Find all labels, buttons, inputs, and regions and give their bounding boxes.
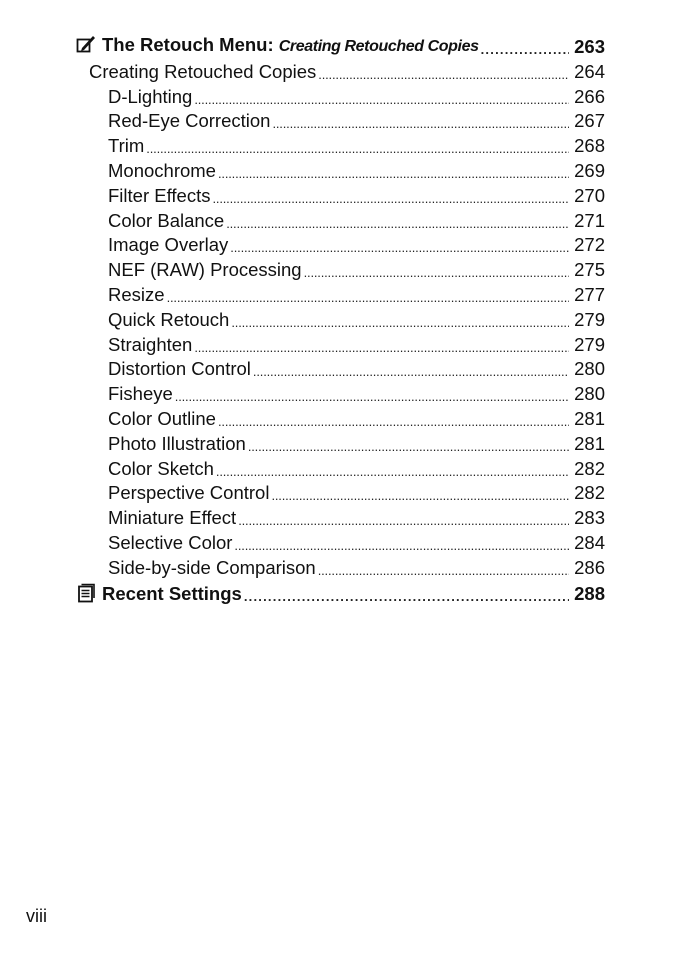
toc-entry[interactable] — [108, 108, 605, 132]
dot-leader — [248, 439, 569, 455]
dot-leader — [234, 538, 569, 554]
toc-title: Perspective Control — [108, 482, 270, 504]
toc-title: Image Overlay — [108, 234, 229, 256]
dot-leader — [272, 116, 569, 132]
toc-subtitle: Creating Retouched Copies — [278, 38, 479, 55]
toc-title: Recent Settings — [102, 583, 242, 604]
toc-page-number: 267 — [574, 110, 605, 132]
toc-title: Trim — [108, 135, 145, 157]
toc-title: NEF (RAW) Processing — [108, 259, 302, 281]
toc-entry[interactable] — [108, 158, 605, 182]
dot-leader — [167, 290, 569, 306]
dot-leader — [238, 513, 569, 529]
dot-leader — [212, 191, 569, 207]
dot-leader — [146, 141, 569, 157]
dot-leader — [216, 464, 569, 480]
toc-page-number: 277 — [574, 284, 605, 305]
dot-leader — [230, 240, 569, 256]
toc-page-number: 286 — [574, 556, 605, 578]
retouch-icon — [76, 34, 96, 54]
toc-title: Monochrome — [108, 160, 216, 181]
toc-section-recent-settings[interactable] — [76, 581, 605, 605]
toc-page-number: 263 — [574, 36, 605, 57]
dot-leader — [226, 216, 569, 232]
toc-title: Resize — [108, 284, 165, 305]
toc-title: Red-Eye Correction — [108, 110, 271, 132]
dot-leader — [481, 42, 569, 58]
toc-title: Fisheye — [108, 383, 173, 405]
toc-page-number: 281 — [574, 432, 605, 454]
toc-page-number: 275 — [574, 259, 605, 281]
toc-entry[interactable] — [108, 555, 605, 579]
toc-title: Creating Retouched Copies — [89, 60, 317, 82]
page-number-footer: viii — [26, 906, 47, 926]
toc-page-number: 271 — [574, 209, 605, 231]
toc-page-number: 270 — [574, 184, 605, 206]
toc-page-number: 272 — [574, 234, 605, 256]
dot-leader — [318, 67, 569, 83]
toc-title: Color Balance — [108, 209, 225, 231]
dot-leader — [194, 92, 569, 108]
toc-title: The Retouch Menu: — [102, 34, 279, 55]
recent-settings-icon — [76, 583, 96, 603]
toc-entry[interactable] — [108, 406, 605, 430]
toc-page-number: 283 — [574, 507, 605, 529]
dot-leader — [218, 166, 569, 182]
toc-entry[interactable] — [108, 257, 605, 281]
toc-section-retouch-menu[interactable] — [76, 34, 605, 58]
toc-title: Straighten — [108, 333, 193, 355]
dot-leader — [231, 315, 569, 331]
toc-entry[interactable] — [108, 431, 605, 455]
toc-title: Color Sketch — [108, 457, 214, 479]
toc-entry[interactable] — [108, 381, 605, 405]
dot-leader — [175, 389, 569, 405]
dot-leader — [271, 488, 569, 504]
toc-entry[interactable] — [108, 505, 605, 529]
toc-page-number: 266 — [574, 85, 605, 107]
toc-entry[interactable] — [108, 282, 605, 306]
toc-page-number: 281 — [574, 408, 605, 429]
toc-page-number: 279 — [574, 333, 605, 355]
toc-page-number: 279 — [574, 308, 605, 330]
toc-page-number: 280 — [574, 358, 605, 380]
toc-title: Distortion Control — [108, 358, 251, 380]
toc-entry[interactable] — [108, 356, 605, 380]
toc-title: Filter Effects — [108, 184, 211, 206]
toc-title: Selective Color — [108, 532, 233, 553]
dot-leader — [218, 414, 569, 430]
toc-page-number: 288 — [574, 583, 605, 604]
toc-entry[interactable] — [108, 84, 605, 108]
toc-entry[interactable] — [108, 183, 605, 207]
toc-title: Photo Illustration — [108, 432, 246, 454]
dot-leader — [194, 340, 569, 356]
toc-entry[interactable] — [108, 208, 605, 232]
toc-page-number: 269 — [574, 160, 605, 181]
dot-leader — [244, 589, 569, 605]
toc-page-number: 264 — [574, 60, 605, 82]
toc-title: Quick Retouch — [108, 308, 230, 330]
toc-entry[interactable] — [108, 480, 605, 504]
dot-leader — [304, 265, 569, 281]
toc-page-number: 268 — [574, 135, 605, 157]
toc-entry[interactable] — [89, 59, 605, 83]
toc-title: Color Outline — [108, 408, 216, 429]
toc-title: Side-by-side Comparison — [108, 556, 316, 578]
toc-page-number: 282 — [574, 457, 605, 479]
toc-entry[interactable] — [108, 332, 605, 356]
toc-title: Miniature Effect — [108, 507, 237, 529]
dot-leader — [318, 563, 569, 579]
toc-entry[interactable] — [108, 232, 605, 256]
dot-leader — [253, 364, 569, 380]
toc-entry[interactable] — [108, 133, 605, 157]
toc-page-number: 282 — [574, 482, 605, 504]
toc-page-number: 280 — [574, 383, 605, 405]
toc-entry[interactable] — [108, 456, 605, 480]
toc-entry[interactable] — [108, 307, 605, 331]
toc-page-number: 284 — [574, 532, 605, 553]
toc-title: D-Lighting — [108, 85, 193, 107]
toc-entry[interactable] — [108, 530, 605, 554]
